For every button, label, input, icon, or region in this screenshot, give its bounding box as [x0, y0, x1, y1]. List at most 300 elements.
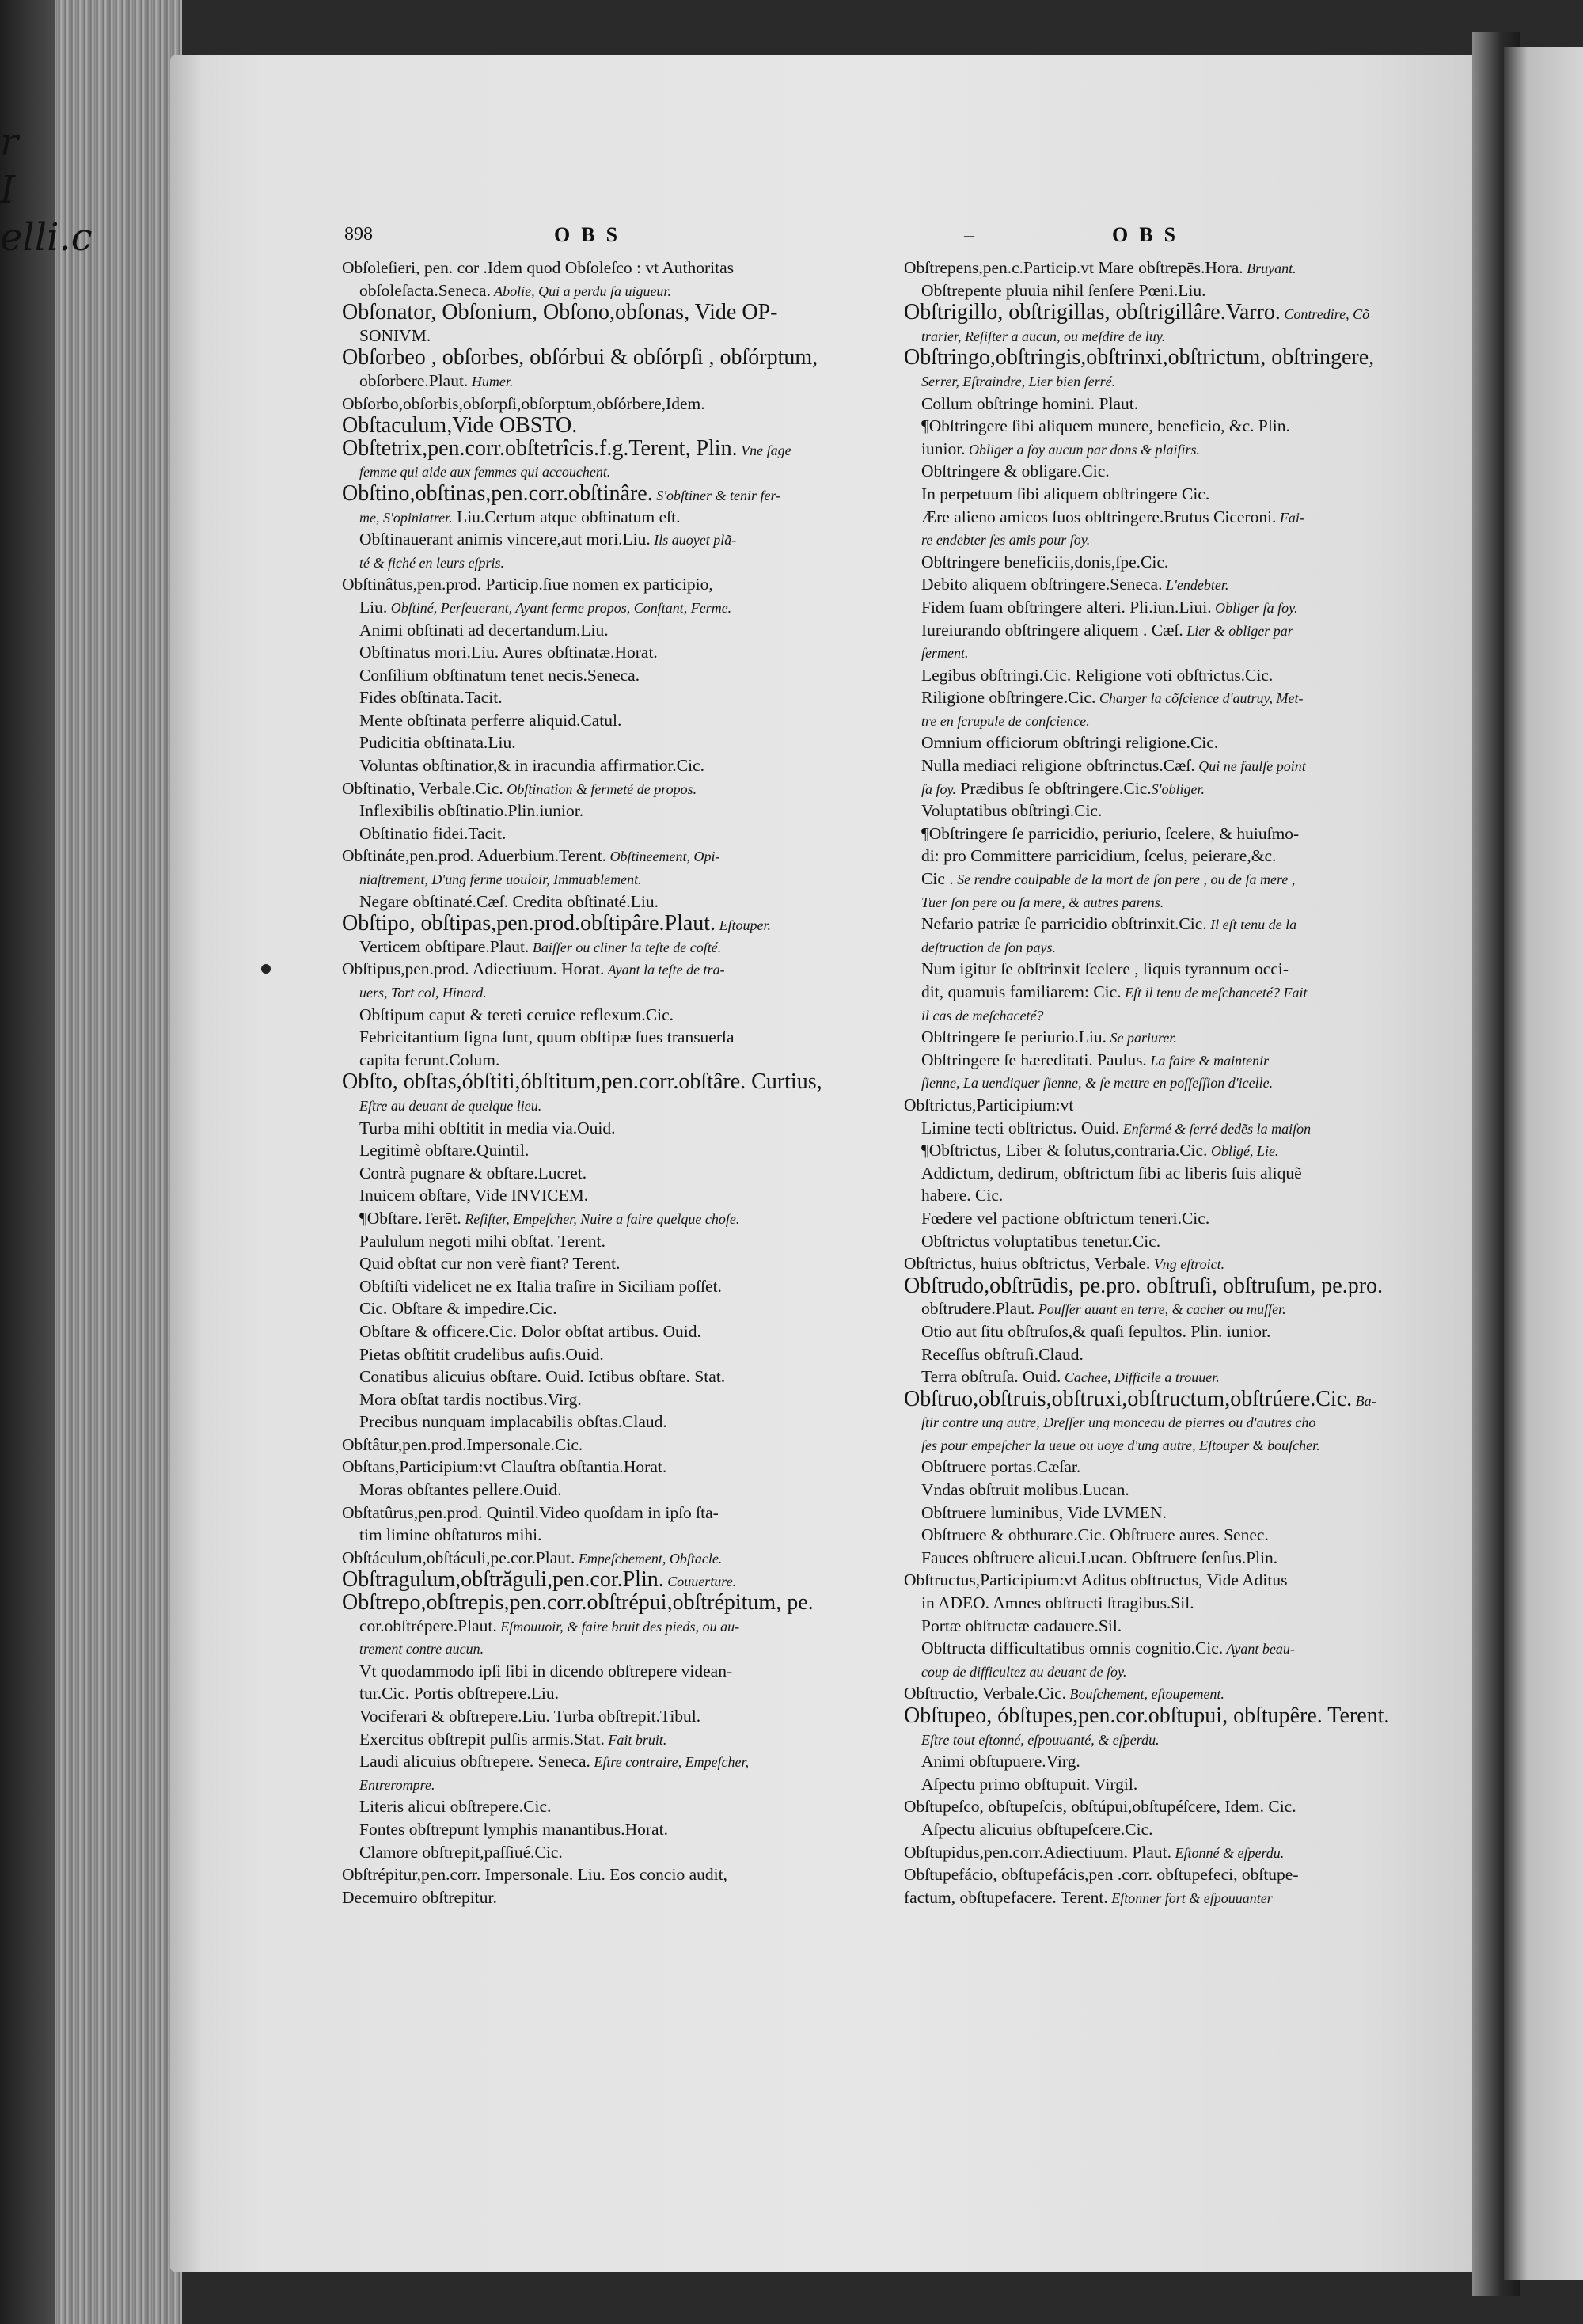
latin-entry: Legitimè obſtare.Quintil.	[359, 1141, 530, 1160]
french-gloss: femme qui aide aux femmes qui accouchent.	[359, 464, 611, 480]
book-cover-edge	[0, 0, 55, 2324]
french-gloss: ſes pour empeſcher la ueue ou uoye d'ung autre, Eſtouper & bouſcher.	[921, 1437, 1320, 1453]
dictionary-line	[342, 1569, 848, 1592]
right-column	[904, 256, 1396, 1908]
dictionary-line	[904, 483, 1396, 506]
latin-entry: Obſorbo,obſorbis,obſorpſi,obſorptum,obſórbere,Idem.	[342, 393, 705, 413]
latin-entry: ¶Obſtrictus, Liber & ſolutus,contraria.Cic.	[921, 1141, 1208, 1160]
dictionary-line	[904, 1841, 1396, 1864]
dictionary-line	[342, 868, 848, 890]
dictionary-line	[904, 958, 1396, 981]
dictionary-line	[342, 1162, 848, 1185]
french-gloss: trement contre aucun.	[359, 1641, 484, 1658]
latin-entry: Negare obſtinaté.Cæſ. Credita obſtinaté.Liu.	[359, 891, 659, 911]
french-gloss: Ayant la teſte de tra-	[604, 962, 725, 978]
latin-entry: Fœdere vel pactione obſtrictum teneri.Cic.	[921, 1208, 1210, 1228]
latin-entry: Obſtinatio, Verbale.Cic.	[342, 778, 503, 798]
dictionary-line	[342, 1049, 848, 1072]
dictionary-line	[904, 415, 1396, 438]
french-gloss: Ils auoyet plã-	[650, 532, 737, 549]
dictionary-line	[342, 799, 848, 822]
dictionary-line	[342, 279, 848, 302]
dictionary-line	[342, 845, 848, 868]
latin-entry: Obſtruere luminibus, Vide LVMEN.	[921, 1502, 1167, 1522]
latin-entry: Omnium officiorum obſtringi religione.Cic.	[921, 733, 1219, 753]
dictionary-line	[904, 347, 1396, 370]
dictionary-line	[904, 822, 1396, 845]
dictionary-line	[904, 1502, 1396, 1525]
dictionary-line	[342, 1592, 848, 1615]
latin-entry: obſoleſacta.Seneca.	[359, 280, 491, 300]
latin-entry: Collum obſtringe homini. Plaut.	[921, 393, 1139, 413]
latin-entry: iunior.	[921, 439, 966, 458]
french-gloss: Il eſt tenu de la	[1206, 917, 1297, 933]
latin-entry: Obſtructio, Verbale.Cic.	[904, 1684, 1066, 1703]
dictionary-line	[342, 981, 848, 1004]
french-gloss: il cas de meſchaceté?	[921, 1007, 1044, 1023]
dictionary-line	[904, 1049, 1396, 1072]
latin-entry: Decemuiro obſtrepitur.	[342, 1887, 497, 1907]
french-gloss: Eſtre contraire, Empeſcher,	[590, 1754, 750, 1771]
dictionary-line	[904, 1388, 1396, 1411]
dictionary-line	[342, 1773, 848, 1796]
latin-entry: Obſtringere & obligare.Cic.	[921, 461, 1110, 481]
latin-entry: Prædibus ſe obſtringere.Cic.	[956, 778, 1152, 798]
french-gloss: Bouſchement, eſtoupement.	[1066, 1686, 1224, 1703]
dictionary-line	[904, 506, 1396, 529]
french-gloss: Eſmouuoir, & faire bruit des pieds, ou au-	[496, 1618, 740, 1635]
dictionary-line	[904, 302, 1396, 325]
dictionary-line	[342, 664, 848, 687]
dictionary-line	[904, 641, 1396, 664]
latin-entry: Obſtino,obſtinas,pen.corr.obſtinâre.	[342, 480, 653, 506]
dictionary-line	[904, 438, 1396, 461]
dictionary-line	[904, 1615, 1396, 1638]
dictionary-line	[342, 302, 848, 325]
latin-entry: Obſtrudo,obſtrūdis, pe.pro. obſtruſi, obſtruſum, pe.pro.	[904, 1273, 1384, 1298]
latin-entry: Obſtruo,obſtruis,obſtruxi,obſtructum,obſtrúere.Cic.	[904, 1386, 1353, 1411]
latin-entry: Obſtruere & obthurare.Cic. Obſtruere aures. Senec.	[921, 1525, 1269, 1545]
latin-entry: Obſtináte,pen.prod. Aduerbium.Terent.	[342, 846, 607, 866]
dictionary-line	[904, 731, 1396, 754]
page-number: 898	[344, 224, 373, 245]
latin-entry: Literis alicui obſtrepere.Cic.	[359, 1797, 552, 1817]
french-gloss: S'obſtiner & tenir fer-	[652, 487, 781, 503]
dictionary-line	[904, 393, 1396, 416]
latin-entry: Animi obſtupuere.Virg.	[921, 1752, 1080, 1771]
dictionary-line	[904, 1162, 1396, 1185]
dictionary-line	[904, 890, 1396, 913]
latin-entry: Riligione obſtringere.Cic.	[921, 688, 1096, 708]
french-gloss: Qui ne faulſe point	[1194, 758, 1306, 775]
dictionary-line	[342, 1004, 848, 1027]
latin-entry: Clamore obſtrepit,paſſiué.Cic.	[359, 1842, 563, 1862]
dictionary-line	[342, 1320, 848, 1343]
latin-entry: Febricitantium ſigna ſunt, quum obſtipæ ſues transuerſa	[359, 1027, 735, 1047]
french-gloss: uers, Tort col, Hinard.	[359, 985, 487, 1001]
latin-entry: Pudicitia obſtinata.Liu.	[359, 733, 516, 753]
dictionary-line	[904, 1071, 1396, 1094]
latin-entry: Obſtans,Participium:vt Clauſtra obſtantia.Horat.	[342, 1457, 667, 1477]
latin-entry: ¶Obſtringere ſibi aliquem munere, beneficio, &c. Plin.	[921, 416, 1290, 436]
latin-entry: Obſtáculum,obſtáculi,pe.cor.Plaut.	[342, 1547, 575, 1567]
latin-entry: Terra obſtruſa. Ouid.	[921, 1367, 1061, 1387]
running-head-right: OBS	[1112, 223, 1187, 246]
latin-entry: Voluntas obſtinatior,& in iracundia affirmatior.Cic.	[359, 756, 705, 776]
dictionary-line	[904, 1297, 1396, 1320]
latin-entry: Obſtruere portas.Cæſar.	[921, 1457, 1081, 1477]
latin-entry: Obſtringo,obſtringis,obſtrinxi,obſtrictum, obſtringere,	[904, 345, 1375, 370]
dictionary-line	[342, 913, 848, 936]
dictionary-line	[342, 480, 848, 506]
latin-entry: tim limine obſtaturos mihi.	[359, 1525, 542, 1545]
dictionary-line	[342, 435, 848, 461]
dictionary-line	[904, 868, 1396, 890]
dictionary-line	[342, 1818, 848, 1841]
dictionary-line	[904, 1728, 1396, 1751]
french-gloss: Empeſchement, Obſtacle.	[575, 1550, 723, 1566]
latin-entry: habere. Cic.	[921, 1186, 1004, 1206]
dictionary-line	[904, 1863, 1396, 1886]
dictionary-line	[904, 1479, 1396, 1502]
latin-entry: Obſtringere beneficiis,donis,ſpe.Cic.	[921, 552, 1169, 572]
french-gloss: Pouſſer auant en terre, & cacher ou muſſer.	[1034, 1301, 1286, 1318]
latin-entry: Precibus nunquam implacabilis obſtas.Claud.	[359, 1412, 667, 1432]
french-gloss: niaſtrement, D'ung ferme uouloir, Immuablement.	[359, 872, 642, 888]
french-gloss: Vne ſage	[737, 442, 792, 458]
dictionary-line	[904, 551, 1396, 574]
dictionary-line	[904, 1252, 1396, 1275]
dictionary-line	[904, 1434, 1396, 1456]
latin-entry: Obſtrictus,Participium:vt	[904, 1095, 1074, 1115]
latin-entry: Voluptatibus obſtringi.Cic.	[921, 801, 1103, 821]
latin-entry: Vndas obſtruit molibus.Lucan.	[921, 1480, 1129, 1500]
latin-entry: Obſtatûrus,pen.prod. Quintil.Video quoſdam in ipſo ſta-	[342, 1502, 719, 1522]
dictionary-line	[904, 1637, 1396, 1660]
latin-entry: Obſtaculum,Vide OBSTO.	[342, 413, 578, 439]
latin-entry: dit, quamuis familiarem: Cic.	[921, 982, 1122, 1001]
french-gloss: coup de difficultez au deuant de ſoy.	[921, 1663, 1127, 1680]
dictionary-line	[342, 1434, 848, 1456]
latin-entry: Num igitur ſe obſtrinxit ſcelere , ſiquis tyrannum occi-	[921, 959, 1289, 979]
french-gloss: Obſtination & fermeté de propos.	[503, 780, 697, 797]
french-gloss: Baiſſer ou cliner la teſte de coſté.	[529, 939, 722, 955]
french-gloss: Entrerompre.	[359, 1776, 435, 1793]
latin-entry: Vt quodammodo ipſi ſibi in dicendo obſtrepere videan-	[359, 1661, 733, 1680]
latin-entry: Moras obſtantes pellere.Ouid.	[359, 1480, 562, 1500]
latin-entry: Obſtinauerant animis vincere,aut mori.Liu.	[359, 530, 651, 549]
latin-entry: cor.obſtrépere.Plaut.	[359, 1616, 497, 1635]
dictionary-line	[342, 936, 848, 959]
dictionary-line	[904, 1207, 1396, 1230]
dictionary-line	[904, 619, 1396, 642]
dictionary-line	[904, 1592, 1396, 1615]
french-gloss: re endebter ſes amis pour ſoy.	[921, 532, 1091, 549]
latin-entry: Obſtinatio fidei.Tacit.	[359, 823, 507, 843]
french-gloss: La faire & maintenir	[1146, 1052, 1270, 1069]
french-gloss: ſerment.	[921, 645, 969, 662]
latin-entry: Obſtupeſco, obſtupeſcis, obſtúpui,obſtupéſcere, Idem. Cic.	[904, 1797, 1296, 1817]
french-gloss: S'obliger.	[1151, 780, 1205, 797]
dictionary-line	[342, 754, 848, 777]
dictionary-line	[342, 1886, 848, 1909]
latin-entry: Nefario patriæ ſe parricidio obſtrinxit.Cic.	[921, 914, 1207, 934]
latin-entry: Turba mihi obſtitit in media via.Ouid.	[359, 1118, 616, 1137]
french-gloss: Obſtiné, Perſeuerant, Ayant ferme propos, Conſtant, Ferme.	[387, 599, 732, 616]
french-gloss: Serrer, Eſtraindre, Lier bien ſerré.	[921, 373, 1116, 389]
french-gloss: Charger la cõſcience d'autruy, Met-	[1095, 690, 1304, 707]
dictionary-line	[342, 1863, 848, 1886]
dictionary-line	[342, 709, 848, 732]
dictionary-line	[904, 1547, 1396, 1570]
latin-entry: Exercitus obſtrepit pulſis armis.Stat.	[359, 1729, 605, 1749]
dictionary-line	[342, 1660, 848, 1683]
latin-entry: Obſtructa difficultatibus omnis cognitio.Cic.	[921, 1639, 1224, 1658]
french-gloss: Humer.	[468, 373, 514, 389]
latin-entry: capita ferunt.Colum.	[359, 1050, 500, 1069]
french-gloss: Tuer ſon pere ou ſa mere, & autres parens.	[921, 894, 1164, 910]
ink-blot	[261, 964, 271, 974]
dictionary-line	[904, 1773, 1396, 1796]
dictionary-line	[904, 1750, 1396, 1773]
latin-entry: Iureiurando obſtringere aliquem . Cæſ.	[921, 620, 1183, 640]
french-gloss: Abolie, Qui a perdu ſa uigueur.	[490, 283, 671, 299]
latin-entry: Liu.	[359, 597, 388, 617]
dictionary-line	[342, 1705, 848, 1728]
latin-entry: Aſpectu primo obſtupuit. Virgil.	[921, 1774, 1138, 1794]
french-gloss: Contredire, Cõ	[1280, 306, 1370, 323]
latin-entry: Obſtâtur,pen.prod.Impersonale.Cic.	[342, 1434, 583, 1454]
latin-entry: Ære alieno amicos ſuos obſtringere.Brutus Ciceroni.	[921, 507, 1277, 526]
running-head-left: OBS	[554, 223, 629, 246]
latin-entry: Conſilium obſtinatum tenet necis.Seneca.	[359, 665, 640, 685]
french-gloss: ſa foy.	[921, 780, 956, 797]
french-gloss: Couuerture.	[663, 1574, 737, 1590]
latin-entry: Quid obſtat cur non verè fiant? Terent.	[359, 1254, 621, 1274]
french-gloss: Obligé, Lie.	[1207, 1143, 1279, 1160]
french-gloss: Eſtre au deuant de quelque lieu.	[359, 1097, 542, 1114]
french-gloss: Eſt il tenu de meſchanceté? Fait	[1121, 985, 1308, 1001]
dictionary-line	[342, 1139, 848, 1162]
latin-entry: Verticem obſtipare.Plaut.	[359, 936, 530, 956]
dictionary-line	[904, 1004, 1396, 1027]
handwritten-margin-note: r I elli.c	[0, 120, 93, 260]
latin-entry: Obſtiſti videlicet ne ex Italia traſire in Siciliam poſſēt.	[359, 1276, 722, 1296]
dictionary-line	[904, 845, 1396, 868]
dictionary-line	[342, 1094, 848, 1117]
dictionary-line	[904, 460, 1396, 483]
french-gloss: Bruyant.	[1243, 260, 1296, 276]
latin-entry: Obſtrépitur,pen.corr. Impersonale. Liu. Eos concio audit,	[342, 1865, 727, 1885]
latin-entry: Pietas obſtitit crudelibus auſis.Ouid.	[359, 1344, 604, 1364]
latin-entry: Obſtrigillo, obſtrigillas, obſtrigillâre.Varro.	[904, 300, 1281, 325]
dictionary-line	[342, 1252, 848, 1275]
dictionary-line	[342, 619, 848, 642]
dictionary-line	[342, 1728, 848, 1751]
dictionary-line	[342, 1615, 848, 1638]
latin-entry: Obſtipum caput & tereti ceruice reflexum.Cic.	[359, 1004, 674, 1024]
dictionary-line	[904, 1682, 1396, 1705]
latin-entry: Obſtructus,Participium:vt Aditus obſtructus, Vide Aditus	[904, 1570, 1288, 1590]
latin-entry: SONIVM.	[359, 325, 431, 345]
french-gloss: Obliger ſa foy.	[1211, 599, 1298, 616]
dictionary-line	[342, 1230, 848, 1253]
dictionary-line	[904, 1139, 1396, 1162]
french-gloss: Fai-	[1276, 509, 1304, 526]
dictionary-line	[904, 325, 1396, 347]
french-gloss: ſienne, La uendiquer ſienne, & ſe mettre en poſſeſſion d'icelle.	[921, 1075, 1274, 1092]
latin-entry: obſtrudere.Plaut.	[921, 1299, 1035, 1319]
french-gloss: Enfermé & ſerré dedẽs la maiſon	[1119, 1120, 1312, 1137]
latin-entry: Limine tecti obſtrictus. Ouid.	[921, 1118, 1120, 1137]
dictionary-line	[342, 573, 848, 596]
latin-entry: Mente obſtinata perferre aliquid.Catul.	[359, 710, 622, 730]
french-gloss: deſtruction de ſon pays.	[921, 939, 1056, 955]
latin-entry: Nulla mediaci religione obſtrinctus.Cæſ.	[921, 756, 1195, 776]
dictionary-line	[904, 664, 1396, 687]
latin-entry: Obſtipus,pen.prod. Adiectiuum. Horat.	[342, 959, 605, 979]
latin-entry: factum, obſtupefacere. Terent.	[904, 1887, 1108, 1907]
dictionary-line	[342, 1750, 848, 1773]
latin-entry: Obſonator, Obſonium, Obſono,obſonas, Vide OP-	[342, 300, 778, 325]
dictionary-line	[342, 1411, 848, 1434]
latin-entry: Obſtrepente pluuia nihil ſenſere Pœni.Liu.	[921, 280, 1206, 300]
dictionary-line	[904, 913, 1396, 936]
latin-entry: ¶Obſtringere ſe parricidio, periurio, ſcelere, & huiuſmo-	[921, 823, 1300, 843]
latin-entry: Obſtrictus voluptatibus tenetur.Cic.	[921, 1231, 1161, 1251]
dictionary-line	[904, 1705, 1396, 1728]
french-gloss: Fait bruit.	[604, 1731, 667, 1748]
latin-entry: Obſtragulum,obſtrăguli,pen.cor.Plin.	[342, 1567, 664, 1593]
dictionary-line	[904, 573, 1396, 596]
dictionary-line	[342, 1388, 848, 1411]
dictionary-line	[342, 777, 848, 800]
dictionary-line	[904, 1524, 1396, 1547]
dictionary-line	[342, 1275, 848, 1298]
latin-entry: in ADEO. Amnes obſtructi ſtragibus.Sil.	[921, 1593, 1194, 1613]
french-gloss: Se pariurer.	[1107, 1030, 1177, 1046]
dictionary-line	[342, 890, 848, 913]
dictionary-line	[904, 1795, 1396, 1818]
latin-entry: Vociferari & obſtrepere.Liu. Turba obſtrepit.Tibul.	[359, 1707, 701, 1726]
dictionary-line	[342, 1297, 848, 1320]
dictionary-line	[342, 370, 848, 393]
dictionary-line	[904, 1818, 1396, 1841]
dictionary-line	[342, 1479, 848, 1502]
latin-entry: Obſtupeo, óbſtupes,pen.cor.obſtupui, obſtupêre. Terent.	[904, 1703, 1390, 1728]
dictionary-line	[342, 347, 848, 370]
dictionary-line	[342, 506, 848, 529]
dictionary-line	[342, 1841, 848, 1864]
dictionary-line	[342, 1456, 848, 1479]
dictionary-line	[904, 1230, 1396, 1253]
dictionary-line	[342, 415, 848, 438]
latin-entry: Fides obſtinata.Tacit.	[359, 688, 503, 708]
dictionary-line	[342, 1343, 848, 1366]
dictionary-line	[904, 528, 1396, 551]
latin-entry: Obſtupefácio, obſtupefácis,pen .corr. obſtupefeci, obſtupe-	[904, 1865, 1299, 1885]
latin-entry: Obſoleſieri, pen. cor .Idem quod Obſoleſco : vt Authoritas	[342, 258, 734, 277]
dictionary-line	[342, 1637, 848, 1660]
french-gloss: Eſtouper.	[716, 917, 772, 934]
french-gloss: Vng eſtroict.	[1150, 1256, 1225, 1273]
latin-entry: Addictum, dedirum, obſtrictum ſibi ac liberis ſuis aliquẽ	[921, 1163, 1302, 1183]
dictionary-line	[342, 1207, 848, 1230]
dictionary-line	[342, 686, 848, 709]
latin-entry: Fidem ſuam obſtringere alteri. Pli.iun.Liui.	[921, 597, 1212, 617]
dictionary-line	[342, 641, 848, 664]
latin-entry: Obſorbeo , obſorbes, obſórbui & obſórpſi , obſórptum,	[342, 345, 818, 370]
french-gloss: Cachee, Difficile a trouuer.	[1061, 1369, 1220, 1386]
latin-entry: obſorbere.Plaut.	[359, 370, 469, 390]
dictionary-line	[342, 1795, 848, 1818]
dictionary-line	[904, 936, 1396, 959]
dictionary-line	[904, 279, 1396, 302]
dictionary-line	[342, 1026, 848, 1049]
dictionary-line	[342, 731, 848, 754]
facing-page-edge	[1504, 47, 1583, 2280]
dictionary-line	[342, 325, 848, 347]
french-gloss: L'endebter.	[1162, 577, 1229, 594]
dictionary-line	[342, 1117, 848, 1140]
dictionary-line	[904, 256, 1396, 279]
latin-entry: Obſto, obſtas,óbſtiti,óbſtitum,pen.corr.obſtâre. Curtius,	[342, 1069, 822, 1095]
dictionary-line	[904, 1569, 1396, 1592]
french-gloss: Obſtineement, Opi-	[606, 849, 720, 865]
latin-entry: Fauces obſtruere alicui.Lucan. Obſtruere ſenſus.Plin.	[921, 1547, 1278, 1567]
french-gloss: Eſtonner fort & eſpouuanter	[1107, 1889, 1273, 1906]
latin-entry: Debito aliquem obſtringere.Seneca.	[921, 575, 1163, 594]
latin-entry: di: pro Committere parricidium, ſcelus, peierare,&c.	[921, 846, 1277, 866]
dictionary-line	[342, 551, 848, 574]
latin-entry: Mora obſtat tardis noctibus.Virg.	[359, 1389, 582, 1409]
dictionary-line	[342, 596, 848, 619]
latin-entry: Cic. Obſtare & impedire.Cic.	[359, 1299, 557, 1319]
french-gloss: Se rendre coulpable de la mort de ſon pere , ou de ſa mere ,	[953, 872, 1296, 888]
dictionary-line	[904, 1184, 1396, 1207]
dictionary-line	[342, 1502, 848, 1525]
latin-entry: Fontes obſtrepunt lymphis manantibus.Horat.	[359, 1819, 668, 1839]
latin-entry: Legibus obſtringi.Cic. Religione voti obſtrictus.Cic.	[921, 665, 1274, 685]
latin-entry: Animi obſtinati ad decertandum.Liu.	[359, 620, 609, 640]
french-gloss: ſtir contre ung autre, Dreſſer ung monceau de pierres ou d'autres cho	[921, 1415, 1316, 1431]
dictionary-line	[904, 1320, 1396, 1343]
header-dash: –	[964, 223, 974, 246]
latin-entry: In perpetuum ſibi aliquem obſtringere Cic.	[921, 484, 1210, 503]
dictionary-line	[342, 460, 848, 483]
dictionary-line	[904, 981, 1396, 1004]
latin-entry: Obſtrepo,obſtrepis,pen.corr.obſtrépui,obſtrépitum, pe.	[342, 1590, 814, 1616]
dictionary-line	[904, 777, 1396, 800]
french-gloss: Ayant beau-	[1223, 1641, 1295, 1658]
french-gloss: Eſtre tout eſtonné, eſpouuanté, & eſperdu.	[921, 1731, 1160, 1748]
latin-entry: Obſtringere ſe periurio.Liu.	[921, 1027, 1107, 1047]
french-gloss: trarier, Reſiſter a aucun, ou meſdire de luy.	[921, 328, 1166, 344]
dictionary-line	[904, 1275, 1396, 1298]
latin-entry: Obſtinatus mori.Liu. Aures obſtinatæ.Horat.	[359, 643, 658, 663]
dictionary-line	[904, 709, 1396, 732]
latin-entry: Obſtupidus,pen.corr.Adiectiuum. Plaut.	[904, 1842, 1171, 1862]
latin-entry: Cic .	[921, 869, 954, 889]
dictionary-line	[904, 1094, 1396, 1117]
dictionary-line	[342, 822, 848, 845]
french-gloss: me, S'opiniatrer.	[359, 509, 453, 526]
dictionary-line	[342, 1524, 848, 1547]
dictionary-line	[904, 1026, 1396, 1049]
french-gloss: tre en ſcrupule de conſcience.	[921, 712, 1090, 729]
french-gloss: Eſtonné & eſperdu.	[1171, 1844, 1285, 1861]
latin-entry: ¶Obſtare.Terēt.	[359, 1208, 461, 1228]
